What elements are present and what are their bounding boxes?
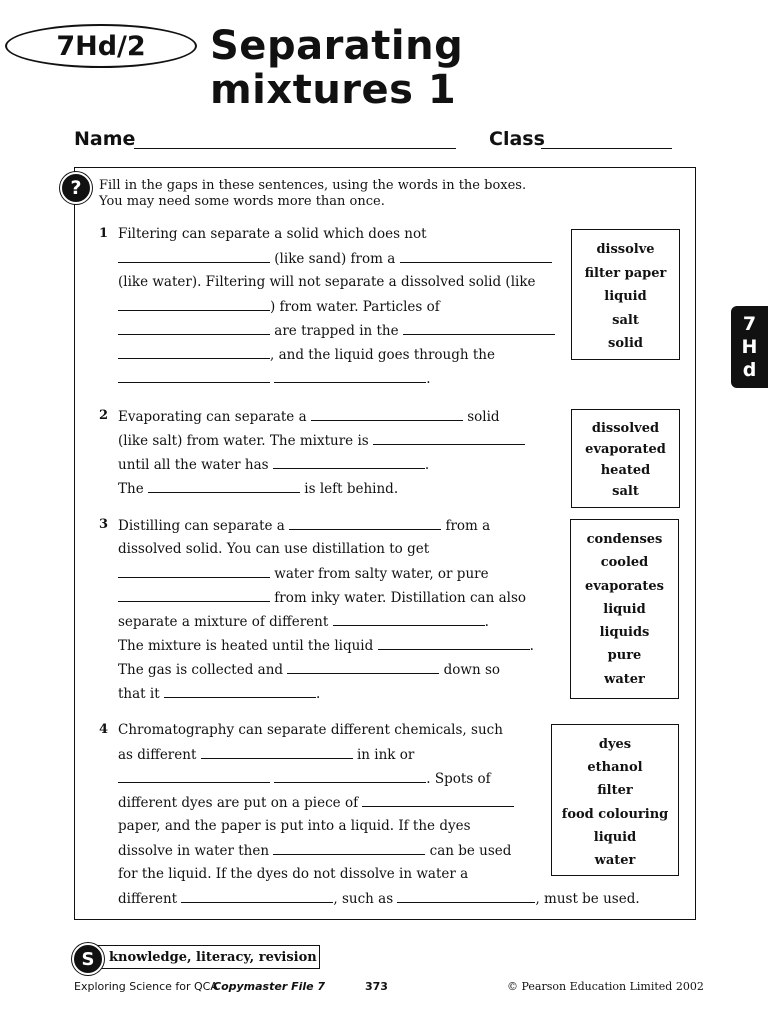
answer-blank[interactable] — [118, 250, 270, 263]
answer-blank[interactable] — [118, 370, 270, 383]
title-line-2: mixtures 1 — [210, 67, 457, 113]
q4-line-7: for the liquid. If the dyes do not dissolve in water a — [118, 866, 469, 882]
word: salt — [612, 484, 639, 499]
answer-blank[interactable] — [274, 370, 426, 383]
name-line[interactable] — [134, 148, 456, 149]
answer-blank[interactable] — [118, 565, 270, 578]
q3-line-7: The gas is collected and down so — [118, 662, 501, 678]
answer-blank[interactable] — [164, 685, 316, 698]
answer-blank[interactable] — [397, 890, 535, 903]
answer-blank[interactable] — [201, 746, 353, 759]
q2-word-box — [571, 409, 680, 508]
word: food colouring — [561, 806, 669, 822]
footer-series: Exploring Science for QCA — [74, 980, 218, 993]
word: evaporates — [585, 578, 664, 594]
answer-blank[interactable] — [118, 589, 270, 602]
q4-line-2: as different in ink or — [118, 747, 415, 763]
skills-icon: S — [72, 943, 104, 975]
q3-line-6: The mixture is heated until the liquid . — [118, 638, 534, 654]
answer-blank[interactable] — [362, 794, 514, 807]
q3-line-2: dissolved solid. You can use distillation to get — [118, 541, 430, 557]
q4-line-8: different , such as , must be used. — [118, 891, 640, 907]
answer-blank[interactable] — [287, 661, 439, 674]
worksheet-code: 7Hd/2 — [5, 24, 197, 68]
answer-blank[interactable] — [118, 770, 270, 783]
word: cooled — [600, 555, 649, 571]
answer-blank[interactable] — [118, 322, 270, 335]
q4-line-3: . Spots of — [118, 770, 491, 787]
word: filter — [597, 783, 633, 799]
q3-line-1: Distilling can separate a from a — [118, 518, 491, 534]
tab-char: d — [742, 358, 757, 381]
class-line[interactable] — [541, 148, 672, 149]
q4-line-4: different dyes are put on a piece of — [118, 794, 514, 811]
word: dissolve — [596, 242, 655, 257]
skills-badge — [92, 945, 320, 969]
answer-blank[interactable] — [273, 456, 425, 469]
word: liquid — [593, 829, 637, 845]
q3-line-8: that it . — [118, 686, 321, 702]
q4-number: 4 — [99, 722, 109, 737]
q3-line-3: water from salty water, or pure — [118, 565, 489, 582]
q2-line-2: (like salt) from water. The mixture is — [118, 432, 525, 449]
q4-word-box — [551, 724, 679, 876]
q1-word-box — [571, 229, 680, 360]
word: condenses — [586, 532, 663, 547]
answer-blank[interactable] — [289, 517, 441, 530]
word: dyes — [598, 737, 632, 752]
q3-line-5: separate a mixture of different . — [118, 614, 489, 630]
q2-number: 2 — [99, 408, 109, 423]
name-label: Name — [74, 128, 136, 150]
word: ethanol — [587, 760, 643, 776]
answer-blank[interactable] — [311, 408, 463, 421]
answer-blank[interactable] — [118, 298, 270, 311]
q1-line-5: are trapped in the — [118, 322, 555, 339]
page-title — [210, 24, 463, 112]
tab-char: H — [741, 335, 758, 358]
q1-line-7: . — [118, 370, 431, 387]
answer-blank[interactable] — [400, 250, 552, 263]
q2-line-1: Evaporating can separate a solid — [118, 409, 500, 425]
footer-file: Copymaster File 7 — [213, 980, 326, 993]
q3-number: 3 — [99, 517, 109, 532]
skills-badge-label: knowledge, literacy, revision — [109, 949, 317, 965]
answer-blank[interactable] — [274, 770, 426, 783]
answer-blank[interactable] — [373, 432, 525, 445]
word: pure — [607, 648, 642, 664]
q4-line-6: dissolve in water then can be used — [118, 843, 512, 859]
q2-line-3: until all the water has . — [118, 457, 430, 473]
answer-blank[interactable] — [148, 480, 300, 493]
instructions-line-1: Fill in the gaps in these sentences, using the words in the boxes. — [99, 178, 527, 193]
word: water — [594, 853, 636, 869]
title-line-1: Separating — [210, 23, 464, 69]
q1-line-6: , and the liquid goes through the — [118, 346, 495, 363]
answer-blank[interactable] — [118, 346, 270, 359]
answer-blank[interactable] — [403, 322, 555, 335]
word: evaporated — [585, 442, 666, 457]
q4-line-5: paper, and the paper is put into a liquid. If the dyes — [118, 818, 471, 834]
q3-word-box — [570, 519, 679, 699]
q1-line-3: (like water). Filtering will not separate a dissolved solid (like — [118, 274, 536, 290]
word: dissolved — [591, 421, 660, 436]
q1-line-2: (like sand) from a — [118, 250, 552, 267]
instructions-line-2: You may need some words more than once. — [99, 194, 385, 209]
word: filter paper — [584, 265, 667, 281]
section-tab — [731, 306, 768, 388]
word: liquid — [603, 601, 646, 617]
word: liquid — [604, 289, 647, 304]
q1-number: 1 — [99, 226, 109, 241]
q4-line-1: Chromatography can separate different chemicals, such — [118, 722, 503, 738]
q1-line-1: Filtering can separate a solid which does not — [118, 226, 427, 242]
answer-blank[interactable] — [181, 890, 333, 903]
q3-line-4: from inky water. Distillation can also — [118, 589, 526, 606]
q2-line-4: The is left behind. — [118, 481, 399, 497]
word: liquids — [599, 625, 650, 641]
answer-blank[interactable] — [378, 637, 530, 650]
answer-blank[interactable] — [273, 842, 425, 855]
tab-char: 7 — [742, 312, 757, 335]
class-label: Class — [489, 128, 545, 150]
word: solid — [608, 336, 643, 351]
copyright: © Pearson Education Limited 2002 — [507, 980, 704, 993]
page-number: 373 — [365, 980, 388, 993]
word: water — [604, 671, 645, 687]
instructions — [99, 178, 569, 210]
word: salt — [612, 312, 639, 328]
answer-blank[interactable] — [333, 613, 485, 626]
q1-line-4: ) from water. Particles of — [118, 298, 440, 315]
word: heated — [600, 463, 651, 478]
question-icon: ? — [60, 172, 92, 204]
